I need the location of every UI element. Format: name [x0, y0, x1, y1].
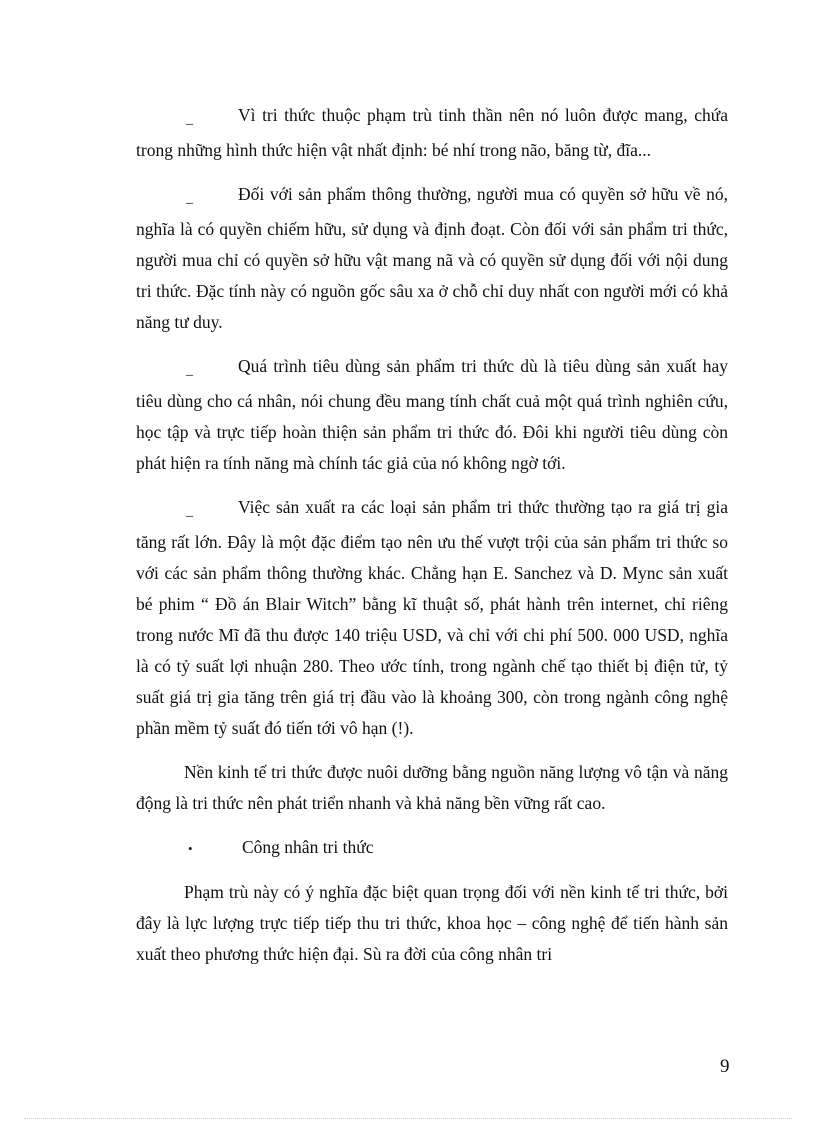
paragraph-text: Vì tri thức thuộc phạm trù tinh thần nên nó luôn được mang, chứa trong những hình thức hiện vật nhất định: bé nhí trong não, băng từ, đĩa... — [136, 105, 728, 160]
bullet-heading — [136, 832, 728, 864]
paragraph-text: Quá trình tiêu dùng sản phẩm tri thức dù là tiêu dùng sản xuất hay tiêu dùng cho cá nhân, nói chung đều mang tính chất cuả một quá trình nghiên cứu, học tập và trực tiếp hoàn thiện sản phẩm tri thức đó. Đôi khi người tiêu dùng còn phát hiện ra tính năng mà chính tác giả của nó không ngờ tới. — [136, 356, 728, 473]
paragraph-closing: Phạm trù này có ý nghĩa đặc biệt quan trọng đối với nền kinh tế tri thức, bởi đây là lực lượng trực tiếp tiếp thu tri thức, khoa học – công nghệ để tiến hành sản xuất theo phương thức hiện đại. Sù ra đời của công nhân tri — [136, 882, 728, 964]
dash-marker: _ — [186, 191, 193, 206]
paragraph-summary: Nền kinh tế tri thức được nuôi dưỡng bằng nguồn năng lượng vô tận và năng động là tri thức nên phát triển nhanh và khả năng bền vững rất cao. — [136, 762, 728, 813]
paragraph-text: Đối với sản phẩm thông thường, người mua có quyền sở hữu về nó, nghĩa là có quyền chiếm hữu, sử dụng và định đoạt. Còn đối với sản phẩm tri thức, người mua chỉ có quyền sở hữu vật mang nã và có quyền sử dụng đối với nội dung tri thức. Đặc tính này có nguồn gốc sâu xa ở chỗ chỉ duy nhất con người mới có khả năng tư duy. — [136, 184, 728, 332]
bullet-heading-text: Công nhân tri thức — [242, 837, 374, 857]
page-bottom-divider — [24, 1118, 792, 1119]
dash-marker: _ — [186, 112, 193, 127]
paragraph-dash-2 — [136, 179, 728, 338]
paragraph-text: Việc sản xuất ra các loại sản phẩm tri thức thường tạo ra giá trị gia tăng rất lớn. Đây là một đặc điểm tạo nên ưu thế vượt trội của sản phẩm tri thức so với các sản phẩm thông thường khác. Chẳng hạn E. Sanchez và D. Mync sản xuất bé phim “ Đồ án Blair Witch” bằng kĩ thuật số, phát hành trên internet, chỉ riêng trong nước Mĩ đã thu được 140 triệu USD, và chỉ với chi phí 500. 000 USD, nghĩa là có tỷ suất lợi nhuận 280. Theo ước tính, trong ngành chế tạo thiết bị điện tử, tỷ suất giá trị gia tăng trên giá trị đầu vào là khoảng 300, còn trong ngành công nghệ phần mềm tỷ suất đó tiến tới vô hạn (!). — [136, 497, 728, 738]
dash-marker: _ — [186, 504, 193, 519]
paragraph-dash-1 — [136, 100, 728, 166]
paragraph-dash-4 — [136, 492, 728, 744]
bullet-icon: • — [188, 841, 193, 856]
page-number: 9 — [720, 1056, 730, 1077]
dash-marker: _ — [186, 363, 193, 378]
paragraph-dash-3 — [136, 351, 728, 479]
page-body — [136, 100, 728, 983]
